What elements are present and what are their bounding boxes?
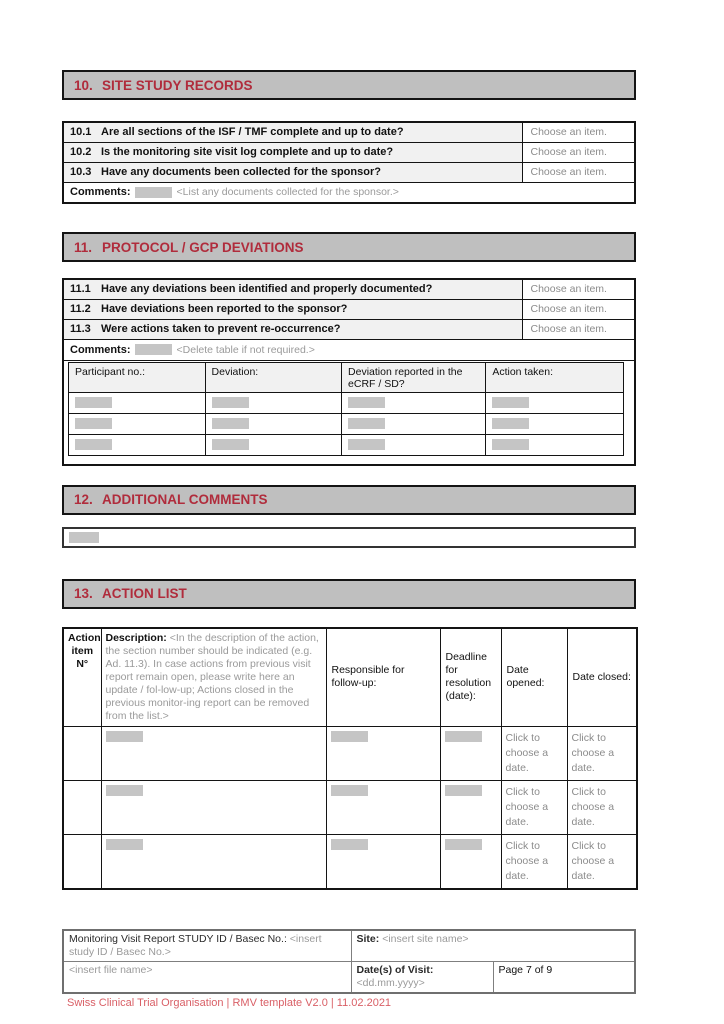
deviation-cell [342,413,486,434]
form-placeholder-field[interactable] [348,418,385,429]
question-row [63,122,635,142]
action-col-date-opened: Date opened: [501,628,567,727]
section-12-header [62,485,636,515]
footer-site-placeholder: <insert site name> [382,932,469,945]
question-cell [63,162,522,182]
section-10-table [62,121,636,204]
action-col-deadline: Deadline for resolution (date): [440,628,501,727]
deviation-empty-row [69,392,624,413]
question-row [63,279,635,299]
action-col-responsible: Responsible for follow-up: [326,628,440,727]
action-item-cell [63,834,101,889]
section-title: ADDITIONAL COMMENTS [102,492,268,507]
form-placeholder-field[interactable] [492,397,529,408]
comments-hint: <List any documents collected for the sponsor.> [176,186,399,199]
footer-site-label: Site: [356,932,380,945]
footer-file-placeholder: <insert file name> [69,963,153,976]
form-placeholder-field[interactable] [445,839,482,850]
question-text: Are all sections of the ISF / TMF complete and up to date? [101,126,404,139]
form-placeholder-field[interactable] [492,439,529,450]
action-deadline-cell [440,834,501,889]
action-description-cell [101,726,326,780]
question-number: 11.3 [70,323,91,335]
form-placeholder-field[interactable] [445,731,482,742]
date-closed-picker[interactable]: Click to choose a date. [567,834,637,889]
answer-dropdown[interactable]: Choose an item. [522,279,635,299]
footer-filename-cell [63,961,351,993]
action-header-row [63,628,637,727]
deviation-col-header: Deviation: [205,362,342,392]
answer-dropdown[interactable]: Choose an item. [522,299,635,319]
footer-visit-label: Date(s) of Visit: [356,963,434,976]
deviation-empty-row [69,413,624,434]
comments-hint: <Delete table if not required.> [176,343,315,356]
question-text: Have any documents been collected for the sponsor? [101,166,381,178]
form-placeholder-field[interactable] [135,187,172,198]
footer-site-cell [351,930,635,962]
section-number: 13. [74,586,93,601]
comments-label: Comments: [70,343,131,356]
form-placeholder-field[interactable] [75,439,112,450]
question-number: 11.2 [70,303,91,315]
form-placeholder-field[interactable] [212,439,249,450]
footer-study-cell [63,930,351,962]
deviation-cell [486,434,624,455]
form-placeholder-field[interactable] [445,785,482,796]
date-opened-picker[interactable]: Click to choose a date. [501,726,567,780]
form-placeholder-field[interactable] [106,731,143,742]
deviation-cell [69,413,206,434]
description-label: Description: [105,631,167,644]
answer-dropdown[interactable]: Choose an item. [522,319,635,339]
footer-page-number: Page 7 of 9 [493,961,635,993]
deviation-cell [342,392,486,413]
deviation-header-row [69,362,624,392]
section-number: 11. [74,239,93,255]
question-cell [63,279,522,299]
section-number: 12. [74,492,93,507]
action-col-description [101,628,326,727]
deviation-col-header: Participant no.: [69,362,206,392]
footer-study-label: Monitoring Visit Report STUDY ID / Basec No.: [69,932,287,945]
answer-dropdown[interactable]: Choose an item. [522,122,635,142]
footer-visit-cell [351,961,493,993]
comments-row [63,339,635,360]
question-row [63,142,635,162]
date-opened-picker[interactable]: Click to choose a date. [501,780,567,834]
deviation-cell [486,392,624,413]
question-number: 11.1 [70,283,91,296]
form-placeholder-field[interactable] [331,839,368,850]
date-closed-picker[interactable]: Click to choose a date. [567,726,637,780]
action-item-cell [63,726,101,780]
form-placeholder-field[interactable] [331,731,368,742]
section-13-header [62,579,636,609]
question-number: 10.1 [70,126,92,139]
action-item-cell [63,780,101,834]
deviation-table-row [63,360,635,465]
question-row [63,299,635,319]
comments-cell [63,339,635,360]
action-responsible-cell [326,834,440,889]
deviation-col-header: Action taken: [486,362,624,392]
action-empty-row [63,834,637,889]
answer-dropdown[interactable]: Choose an item. [522,142,635,162]
form-placeholder-field[interactable] [135,344,172,355]
question-cell [63,122,522,142]
action-responsible-cell [326,726,440,780]
question-row [63,162,635,182]
action-empty-row [63,726,637,780]
question-row [63,319,635,339]
footer-template-line: Swiss Clinical Trial Organisation | RMV template V2.0 | 11.02.2021 [67,996,392,1009]
deviation-cell [205,392,342,413]
question-cell [63,299,522,319]
question-text: Is the monitoring site visit log complete and up to date? [101,146,394,158]
action-col-item: Action item N° [63,628,101,727]
section-title: ACTION LIST [102,586,187,601]
date-closed-picker[interactable]: Click to choose a date. [567,780,637,834]
section-11-table [62,278,636,466]
deviation-cell [205,434,342,455]
footer-study-placeholder: <insert study ID / Basec No.> [69,932,322,958]
section-10-header [62,70,636,100]
question-cell [63,319,522,339]
deviation-table-container [63,360,635,465]
deviation-empty-row [69,434,624,455]
form-placeholder-field[interactable] [69,532,99,543]
form-placeholder-field[interactable] [492,418,529,429]
deviation-cell [69,392,206,413]
description-hint: <In the description of the action, the section number should be indicated (e.g. Ad. 11.3). In case actions from previous visit report remain open, please write here an update / fol-low-up; Actions closed in the previous monitor-ing report can be removed from the list.> [105,631,319,722]
comments-label: Comments: [70,186,131,199]
form-placeholder-field[interactable] [106,839,143,850]
action-description-cell [101,780,326,834]
date-opened-picker[interactable]: Click to choose a date. [501,834,567,889]
footer-visit-placeholder: <dd.mm.yyyy> [356,976,425,989]
form-placeholder-field[interactable] [75,397,112,408]
deviation-cell [486,413,624,434]
form-placeholder-field[interactable] [75,418,112,429]
section-11-header [62,232,636,262]
question-number: 10.3 [70,166,92,178]
comments-row [63,182,635,203]
footer-row-2 [63,961,635,993]
additional-comments-box [62,527,636,548]
deviation-col-header: Deviation reported in the eCRF / SD? [342,362,486,392]
question-text: Have any deviations been identified and properly documented? [101,283,433,296]
answer-dropdown[interactable]: Choose an item. [522,162,635,182]
action-description-cell [101,834,326,889]
form-placeholder-field[interactable] [331,785,368,796]
question-text: Were actions taken to prevent re-occurrence? [101,323,341,335]
form-placeholder-field[interactable] [212,397,249,408]
action-deadline-cell [440,726,501,780]
action-col-date-closed: Date closed: [567,628,637,727]
deviation-cell [69,434,206,455]
deviation-cell [342,434,486,455]
form-placeholder-field[interactable] [212,418,249,429]
action-deadline-cell [440,780,501,834]
section-number: 10. [74,77,93,93]
form-placeholder-field[interactable] [348,397,385,408]
question-number: 10.2 [70,146,92,158]
question-cell [63,142,522,162]
action-responsible-cell [326,780,440,834]
form-placeholder-field[interactable] [348,439,385,450]
footer-row-1 [63,930,635,962]
comments-cell [63,182,635,203]
action-empty-row [63,780,637,834]
deviation-table [68,362,624,456]
question-text: Have deviations been reported to the sponsor? [101,303,348,315]
form-placeholder-field[interactable] [106,785,143,796]
action-list-table [62,627,638,890]
footer-table [62,929,636,994]
section-title: SITE STUDY RECORDS [102,77,253,93]
deviation-cell [205,413,342,434]
section-title: PROTOCOL / GCP DEVIATIONS [102,239,304,255]
